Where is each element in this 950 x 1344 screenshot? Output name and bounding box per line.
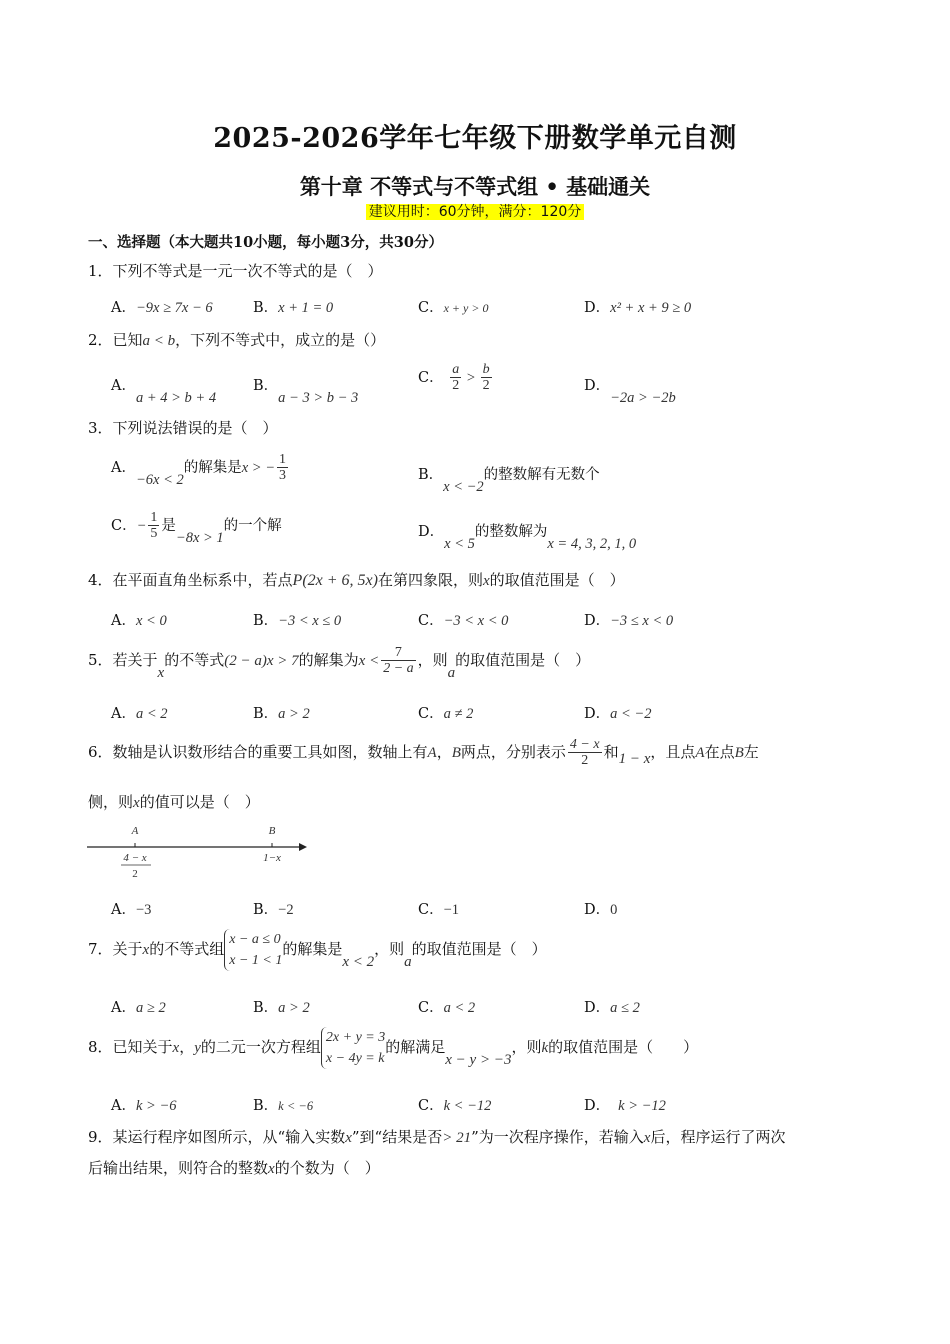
question-6-stem-line2: 侧，则x的值可以是（ ） xyxy=(88,793,260,811)
q2-option-c: C． $\frac{a}{2}$ > $\frac{b}{2}$ xyxy=(418,362,490,394)
q7-option-c: C．a < 2 xyxy=(418,1000,476,1016)
q4-option-c: C．−3 < x < 0 xyxy=(418,613,509,629)
q1-option-a: A．−9x ≥ 7x − 6 xyxy=(111,300,213,316)
point-a-value-numerator: 4 − x xyxy=(123,852,147,864)
point-b-value: 1−x xyxy=(263,852,281,864)
time-score-hint: 建议用时：60分钟，满分：120分 xyxy=(366,204,585,220)
q5-option-b: B．a > 2 xyxy=(253,706,310,722)
q4-option-d: D．−3 ≤ x < 0 xyxy=(584,613,674,629)
q4-option-a: A．x < 0 xyxy=(111,613,167,629)
q3-option-b: B．x < −2的整数解有无数个 xyxy=(418,467,600,495)
q2-option-d: D．−2a > −2b xyxy=(584,378,676,406)
question-5-stem: 5．若关于x的不等式(2 − a)x > 7的解集为x < $\frac{7}{2 - a}$ ，则a的取值范围是（ ） xyxy=(88,645,591,681)
q1-option-d: D．x² + x + 9 ≥ 0 xyxy=(584,300,692,316)
q8-equation-system: 2x + y = 3 x − 4y = k xyxy=(321,1027,385,1069)
q2-option-b: B．a − 3 > b − 3 xyxy=(253,378,359,406)
q8-option-c: C．k < −12 xyxy=(418,1098,492,1114)
q8-option-d: D． k > −12 xyxy=(584,1098,666,1114)
q6-option-c: C．−1 xyxy=(418,902,460,918)
question-9-stem-line2: 后输出结果，则符合的整数x的个数为（ ） xyxy=(88,1159,380,1177)
question-7-stem: 7．关于x的不等式组 x − a ≤ 0 x − 1 < 1 的解集是x < 2，则a的取值范围是（ ） xyxy=(88,929,547,971)
q7-option-d: D．a ≤ 2 xyxy=(584,1000,640,1016)
q3-option-d: D．x < 5的整数解为x = 4, 3, 2, 1, 0 xyxy=(418,524,637,552)
q6-option-d: D．0 xyxy=(584,902,618,918)
q5-option-d: D．a < −2 xyxy=(584,706,652,722)
question-3-stem: 3．下列说法错误的是（ ） xyxy=(88,419,278,437)
q6-option-a: A．−3 xyxy=(111,902,152,918)
q8-option-a: A．k > −6 xyxy=(111,1098,177,1114)
q5-option-a: A．a < 2 xyxy=(111,706,168,722)
point-b-label: B xyxy=(268,825,276,837)
q3-option-c: C．− $\frac{1}{5}$ 是−8x > 1的一个解 xyxy=(111,510,282,546)
q7-inequality-system: x − a ≤ 0 x − 1 < 1 xyxy=(224,929,282,971)
q6-option-b: B．−2 xyxy=(253,902,294,918)
point-a-value-denominator: 2 xyxy=(132,868,138,880)
question-4-stem: 4．在平面直角坐标系中，若点P(2x + 6, 5x)在第四象限，则x的取值范围是（ ） xyxy=(88,571,625,589)
hint-wrap xyxy=(0,201,950,221)
chapter-subtitle: 第十章 不等式与不等式组 • 基础通关 xyxy=(299,174,651,199)
q1-option-c: C．x + y > 0 xyxy=(418,300,489,316)
q5-option-c: C．a ≠ 2 xyxy=(418,706,474,722)
page-title: 2025-2026学年七年级下册数学单元自测 xyxy=(213,123,737,154)
q7-option-b: B．a > 2 xyxy=(253,1000,310,1016)
point-a-label: A xyxy=(131,825,139,837)
number-line-figure xyxy=(85,822,315,884)
section-heading: 一、选择题（本大题共10小题，每小题3分，共30分） xyxy=(88,234,443,251)
q3-option-a: A．−6x < 2的解集是x > − $\frac{1}{3}$ xyxy=(111,452,287,488)
question-9-stem-line1: 9．某运行程序如图所示，从“输入实数x”到“结果是否> 21”为一次程序操作，若输入x后，程序运行了两次 xyxy=(88,1128,786,1146)
q7-option-a: A．a ≥ 2 xyxy=(111,1000,166,1016)
q4-option-b: B．−3 < x ≤ 0 xyxy=(253,613,342,629)
question-1-stem: 1．下列不等式是一元一次不等式的是（ ） xyxy=(88,262,383,280)
q2-option-a: A．a + 4 > b + 4 xyxy=(111,378,217,406)
q1-option-b: B．x + 1 = 0 xyxy=(253,300,334,316)
q8-option-b: B．k < −6 xyxy=(253,1098,314,1114)
question-6-stem-line1: 6．数轴是认识数形结合的重要工具如图，数轴上有A，B两点，分别表示 $\frac{4 - x}{2}$ 和1 − x，且点A在点B左 xyxy=(88,737,759,769)
question-8-stem: 8．已知关于x，y的二元一次方程组 2x + y = 3 x − 4y = k 的解满足x − y > −3，则k的取值范围是（ ） xyxy=(88,1027,698,1069)
question-2-stem: 2．已知a < b，下列不等式中，成立的是（） xyxy=(88,331,386,349)
number-line-arrow-icon xyxy=(299,843,307,851)
